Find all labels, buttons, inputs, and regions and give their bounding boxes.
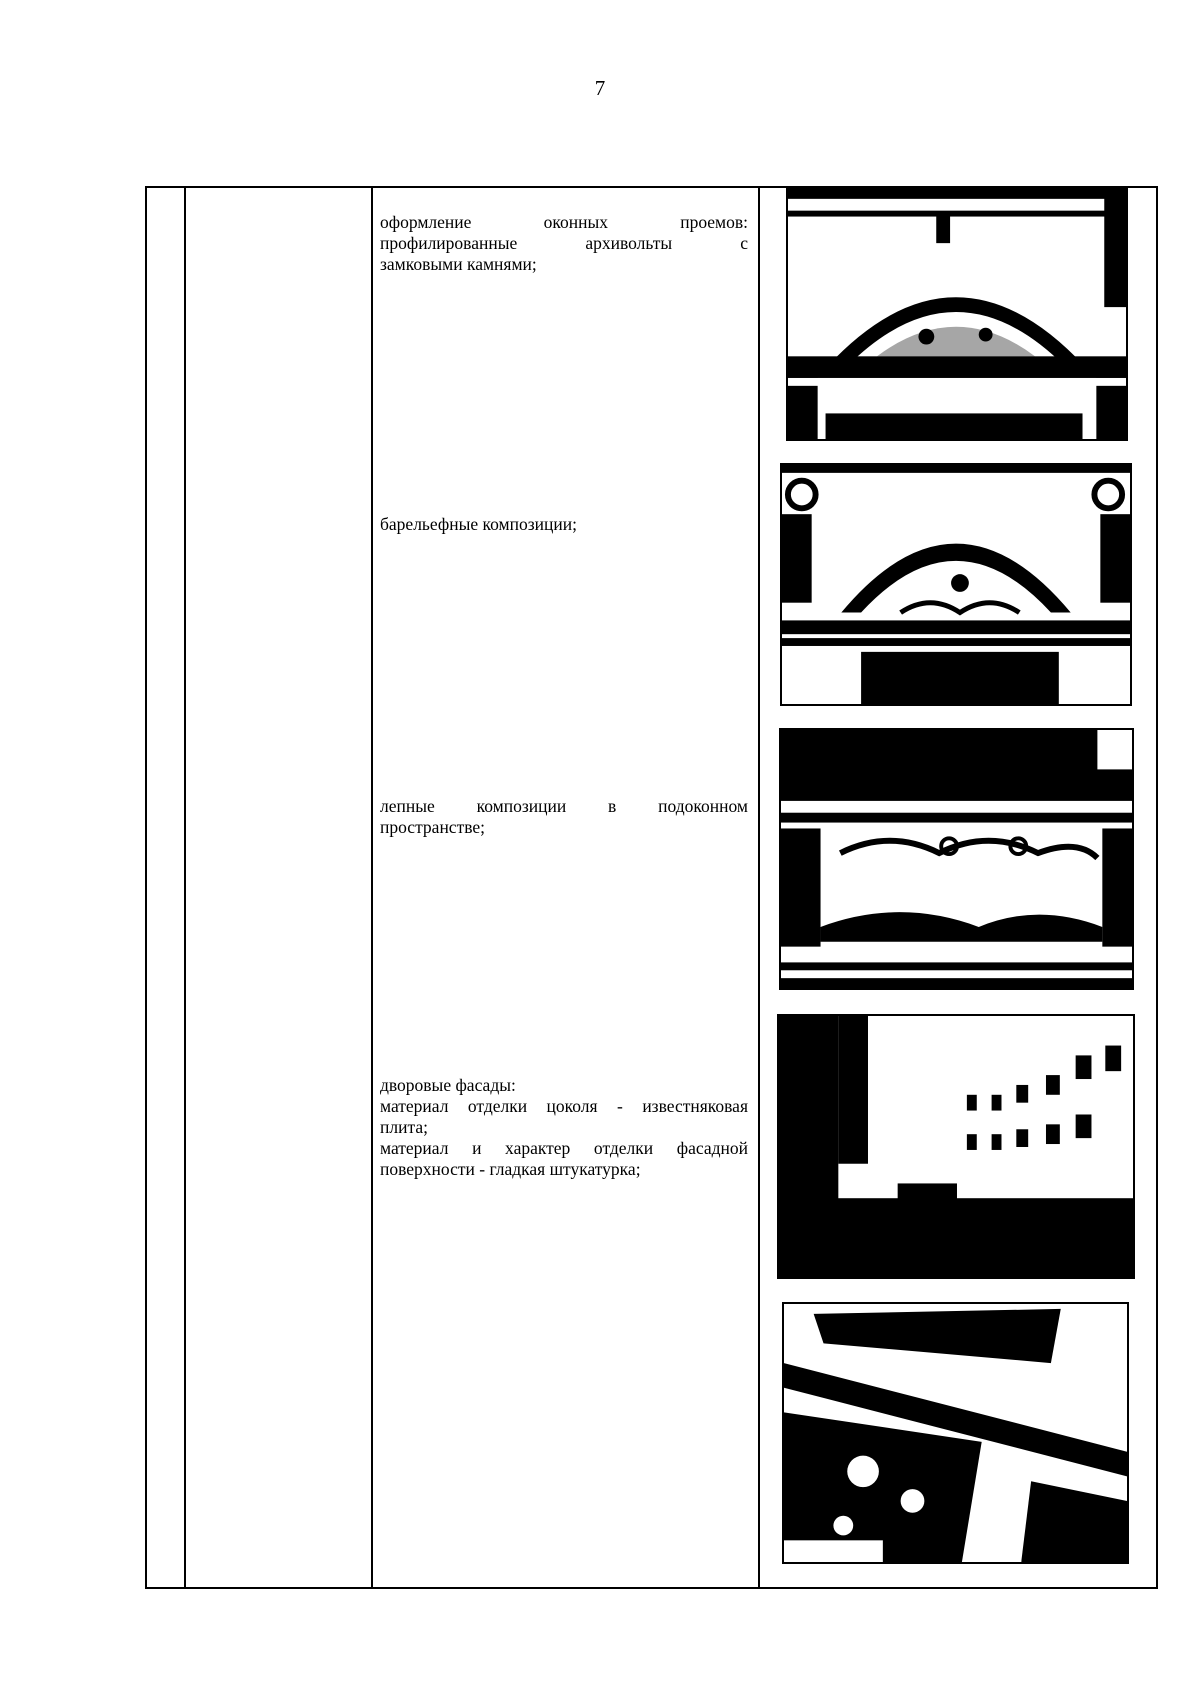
description-window-openings	[380, 212, 748, 275]
text-line: пространстве;	[380, 817, 486, 837]
text-line: поверхности - гладкая штукатурка;	[380, 1159, 641, 1179]
text-line: плита;	[380, 1117, 428, 1137]
text-line: дворовые фасады:	[380, 1075, 516, 1095]
description-bas-reliefs	[380, 514, 748, 535]
photo-bas-relief	[780, 463, 1132, 706]
text-line: замковыми камнями;	[380, 254, 537, 274]
page-number: 7	[594, 76, 606, 100]
photo-courtyard-facades	[777, 1014, 1135, 1279]
photo-plinth-limestone	[782, 1302, 1129, 1564]
column-divider	[184, 188, 186, 1587]
text-line: материал отделки цоколя - известняковая	[380, 1096, 748, 1116]
column-divider	[758, 188, 760, 1587]
text-line: барельефные композиции;	[380, 514, 577, 534]
photo-archivolt	[786, 187, 1128, 441]
text-line: профилированные архивольты с	[380, 233, 748, 253]
text-line: лепные композиции в подоконном	[380, 796, 748, 816]
text-line: материал и характер отделки фасадной	[380, 1138, 748, 1158]
text-line: оформление оконных проемов:	[380, 212, 748, 232]
description-courtyard-facades	[380, 1075, 748, 1180]
photo-underwindow-stucco	[779, 728, 1134, 990]
description-stucco-underwindow	[380, 796, 748, 838]
column-divider	[371, 188, 373, 1587]
